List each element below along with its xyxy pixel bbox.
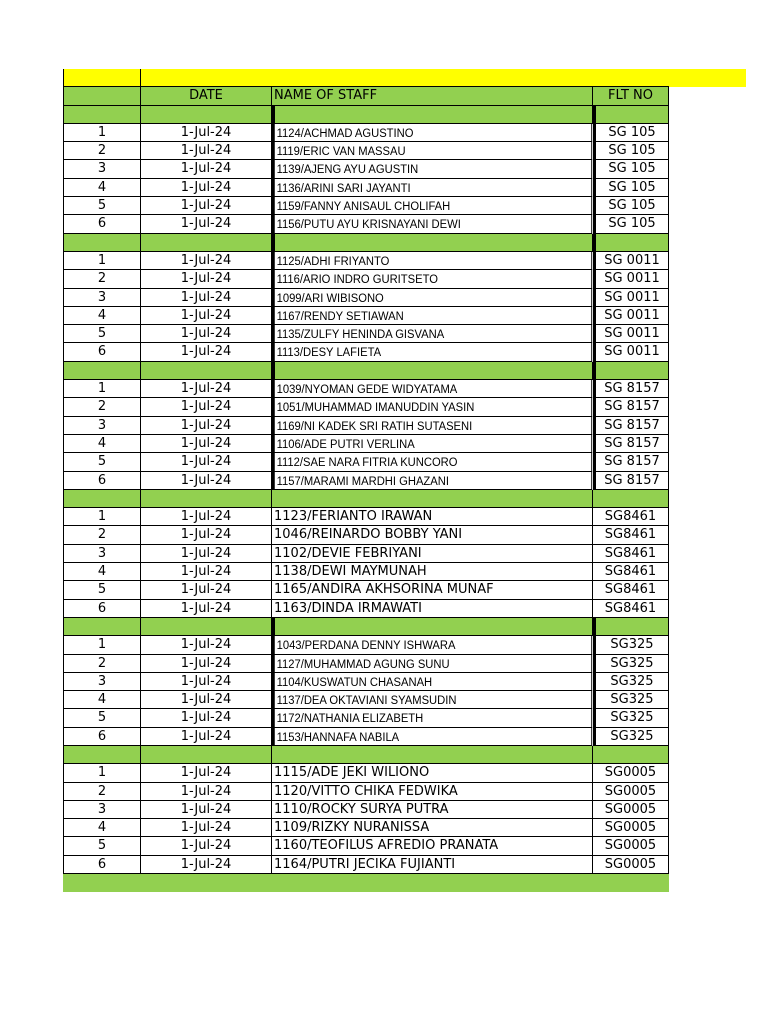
staff-name-cell[interactable]: 1104/KUSWATUN CHASANAH — [272, 673, 592, 691]
separator-cell[interactable] — [63, 234, 141, 252]
flight-number-cell[interactable]: SG325 — [593, 655, 669, 673]
date-cell[interactable]: 1-Jul-24 — [141, 636, 272, 654]
row-number-cell[interactable]: 1 — [63, 764, 141, 782]
date-cell[interactable]: 1-Jul-24 — [141, 398, 272, 416]
staff-row — [63, 380, 746, 398]
separator-cell[interactable] — [141, 490, 272, 508]
date-cell[interactable]: 1-Jul-24 — [141, 526, 272, 544]
staff-name-cell[interactable]: 1135/ZULFY HENINDA GISVANA — [272, 325, 592, 343]
flight-number-cell[interactable]: SG 0011 — [593, 270, 669, 288]
row-number-cell[interactable]: 6 — [63, 728, 141, 746]
flight-number-cell[interactable]: SG 0011 — [593, 343, 669, 361]
group-separator-row — [63, 106, 746, 124]
staff-name-cell[interactable]: 1139/AJENG AYU AGUSTIN — [272, 160, 592, 178]
staff-name-cell[interactable]: 1172/NATHANIA ELIZABETH — [272, 709, 592, 727]
date-cell[interactable]: 1-Jul-24 — [141, 197, 272, 215]
header-no[interactable] — [63, 87, 141, 105]
date-cell[interactable]: 1-Jul-24 — [141, 691, 272, 709]
date-cell[interactable]: 1-Jul-24 — [141, 252, 272, 270]
date-cell[interactable]: 1-Jul-24 — [141, 453, 272, 471]
staff-row — [63, 343, 746, 361]
date-cell[interactable]: 1-Jul-24 — [141, 673, 272, 691]
flight-number-cell[interactable]: SG 105 — [593, 160, 669, 178]
staff-row — [63, 398, 746, 416]
row-number-cell[interactable]: 2 — [63, 142, 141, 160]
staff-row — [63, 691, 746, 709]
row-number-cell[interactable]: 1 — [63, 636, 141, 654]
flight-number-cell[interactable]: SG 105 — [593, 124, 669, 142]
row-number-cell[interactable]: 3 — [63, 545, 141, 563]
header-date[interactable]: DATE — [141, 87, 272, 105]
staff-row — [63, 197, 746, 215]
flight-number-cell[interactable]: SG 8157 — [593, 417, 669, 435]
staff-row — [63, 563, 746, 581]
date-cell[interactable]: 1-Jul-24 — [141, 783, 272, 801]
staff-row — [63, 270, 746, 288]
separator-cell[interactable] — [272, 106, 593, 124]
flight-number-cell[interactable]: SG 0011 — [593, 307, 669, 325]
date-cell[interactable]: 1-Jul-24 — [141, 819, 272, 837]
staff-row — [63, 252, 746, 270]
staff-name-cell[interactable]: 1165/ANDIRA AKHSORINA MUNAF — [272, 581, 593, 599]
staff-name-cell[interactable]: 1138/DEWI MAYMUNAH — [272, 563, 593, 581]
row-number-cell[interactable]: 6 — [63, 215, 141, 233]
staff-row — [63, 325, 746, 343]
separator-cell[interactable] — [272, 234, 593, 252]
date-cell[interactable]: 1-Jul-24 — [141, 655, 272, 673]
row-number-cell[interactable]: 1 — [63, 508, 141, 526]
staff-row — [63, 636, 746, 654]
roster-groups — [63, 106, 746, 874]
date-cell[interactable]: 1-Jul-24 — [141, 856, 272, 874]
flight-number-cell[interactable]: SG 0011 — [593, 252, 669, 270]
flight-number-cell[interactable]: SG8461 — [593, 508, 669, 526]
staff-row — [63, 837, 746, 855]
row-number-cell[interactable]: 6 — [63, 343, 141, 361]
staff-name-cell[interactable]: 1102/DEVIE FEBRIYANI — [272, 545, 593, 563]
staff-name-cell[interactable]: 1112/SAE NARA FITRIA KUNCORO — [272, 453, 592, 471]
separator-cell[interactable] — [141, 746, 272, 764]
date-cell[interactable]: 1-Jul-24 — [141, 837, 272, 855]
staff-row — [63, 179, 746, 197]
row-number-cell[interactable]: 5 — [63, 453, 141, 471]
staff-row — [63, 655, 746, 673]
staff-row — [63, 472, 746, 490]
flight-number-cell[interactable]: SG325 — [593, 728, 669, 746]
row-number-cell[interactable]: 2 — [63, 398, 141, 416]
staff-name-cell[interactable]: 1125/ADHI FRIYANTO — [272, 252, 592, 270]
row-number-cell[interactable]: 3 — [63, 801, 141, 819]
staff-name-cell[interactable]: 1116/ARIO INDRO GURITSETO — [272, 270, 592, 288]
date-cell[interactable]: 1-Jul-24 — [141, 142, 272, 160]
date-cell[interactable]: 1-Jul-24 — [141, 764, 272, 782]
staff-name-cell[interactable]: 1106/ADE PUTRI VERLINA — [272, 435, 592, 453]
staff-name-cell[interactable]: 1119/ERIC VAN MASSAU — [272, 142, 592, 160]
flight-number-cell[interactable]: SG 105 — [593, 142, 669, 160]
separator-cell[interactable] — [63, 362, 141, 380]
staff-name-cell[interactable]: 1051/MUHAMMAD IMANUDDIN YASIN — [272, 398, 592, 416]
column-header-row — [63, 87, 746, 105]
staff-row — [63, 819, 746, 837]
staff-row — [63, 142, 746, 160]
row-number-cell[interactable]: 5 — [63, 581, 141, 599]
date-cell[interactable]: 1-Jul-24 — [141, 179, 272, 197]
flight-number-cell[interactable]: SG 105 — [593, 197, 669, 215]
staff-name-cell[interactable]: 1039/NYOMAN GEDE WIDYATAMA — [272, 380, 592, 398]
group-separator-row — [63, 362, 746, 380]
staff-name-cell[interactable]: 1124/ACHMAD AGUSTINO — [272, 124, 592, 142]
staff-name-cell[interactable]: 1109/RIZKY NURANISSA — [272, 819, 593, 837]
flight-number-cell[interactable]: SG 8157 — [593, 380, 669, 398]
staff-row — [63, 508, 746, 526]
separator-cell[interactable] — [272, 618, 593, 636]
row-number-cell[interactable]: 4 — [63, 691, 141, 709]
staff-row — [63, 673, 746, 691]
separator-cell[interactable] — [141, 362, 272, 380]
staff-name-cell[interactable]: 1123/FERIANTO IRAWAN — [272, 508, 593, 526]
flight-number-cell[interactable]: SG325 — [593, 709, 669, 727]
staff-roster-sheet — [63, 69, 746, 892]
row-number-cell[interactable]: 4 — [63, 179, 141, 197]
flight-number-cell[interactable]: SG8461 — [593, 545, 669, 563]
date-cell[interactable]: 1-Jul-24 — [141, 380, 272, 398]
staff-row — [63, 435, 746, 453]
row-number-cell[interactable]: 2 — [63, 655, 141, 673]
footer-green-bar — [63, 874, 669, 892]
separator-cell[interactable] — [272, 490, 593, 508]
staff-name-cell[interactable]: 1160/TEOFILUS AFREDIO PRANATA — [272, 837, 593, 855]
staff-row — [63, 856, 746, 874]
staff-name-cell[interactable]: 1127/MUHAMMAD AGUNG SUNU — [272, 655, 592, 673]
staff-name-cell[interactable]: 1113/DESY LAFIETA — [272, 343, 592, 361]
staff-row — [63, 764, 746, 782]
flight-number-cell[interactable]: SG0005 — [593, 801, 669, 819]
header-flight-no[interactable]: FLT NO — [593, 87, 669, 105]
separator-cell[interactable] — [593, 746, 669, 764]
flight-number-cell[interactable]: SG 105 — [593, 179, 669, 197]
staff-row — [63, 289, 746, 307]
row-number-cell[interactable]: 6 — [63, 856, 141, 874]
separator-cell[interactable] — [593, 618, 669, 636]
flight-number-cell[interactable]: SG 8157 — [593, 453, 669, 471]
staff-name-cell[interactable]: 1046/REINARDO BOBBY YANI — [272, 526, 593, 544]
date-cell[interactable]: 1-Jul-24 — [141, 215, 272, 233]
staff-row — [63, 600, 746, 618]
flight-number-cell[interactable]: SG 105 — [593, 215, 669, 233]
staff-name-cell[interactable]: 1159/FANNY ANISAUL CHOLIFAH — [272, 197, 592, 215]
flight-number-cell[interactable]: SG8461 — [593, 563, 669, 581]
staff-name-cell[interactable]: 1157/MARAMI MARDHI GHAZANI — [272, 472, 592, 490]
staff-name-cell[interactable]: 1164/PUTRI JECIKA FUJIANTI — [272, 856, 593, 874]
flight-number-cell[interactable]: SG0005 — [593, 764, 669, 782]
staff-name-cell[interactable]: 1169/NI KADEK SRI RATIH SUTASENI — [272, 417, 592, 435]
separator-cell[interactable] — [141, 234, 272, 252]
flight-number-cell[interactable]: SG8461 — [593, 581, 669, 599]
separator-cell[interactable] — [593, 490, 669, 508]
staff-name-cell[interactable]: 1120/VITTO CHIKA FEDWIKA — [272, 783, 593, 801]
date-cell[interactable]: 1-Jul-24 — [141, 325, 272, 343]
staff-row — [63, 728, 746, 746]
separator-cell[interactable] — [593, 106, 669, 124]
staff-name-cell[interactable]: 1136/ARINI SARI JAYANTI — [272, 179, 592, 197]
staff-row — [63, 545, 746, 563]
row-number-cell[interactable]: 2 — [63, 783, 141, 801]
row-number-cell[interactable]: 2 — [63, 270, 141, 288]
separator-cell[interactable] — [141, 106, 272, 124]
row-number-cell[interactable]: 5 — [63, 837, 141, 855]
flight-number-cell[interactable]: SG0005 — [593, 856, 669, 874]
flight-number-cell[interactable]: SG 8157 — [593, 398, 669, 416]
separator-cell[interactable] — [593, 362, 669, 380]
flight-number-cell[interactable]: SG8461 — [593, 600, 669, 618]
staff-row — [63, 417, 746, 435]
date-cell[interactable]: 1-Jul-24 — [141, 343, 272, 361]
title-cell-merged[interactable] — [141, 69, 670, 87]
title-cell-a[interactable] — [63, 69, 141, 87]
title-row — [63, 69, 746, 87]
group-separator-row — [63, 618, 746, 636]
row-number-cell[interactable]: 1 — [63, 252, 141, 270]
row-number-cell[interactable]: 4 — [63, 563, 141, 581]
date-cell[interactable]: 1-Jul-24 — [141, 417, 272, 435]
staff-row — [63, 215, 746, 233]
row-number-cell[interactable]: 1 — [63, 124, 141, 142]
staff-row — [63, 709, 746, 727]
staff-name-cell[interactable]: 1163/DINDA IRMAWATI — [272, 600, 593, 618]
row-number-cell[interactable]: 4 — [63, 307, 141, 325]
date-cell[interactable]: 1-Jul-24 — [141, 435, 272, 453]
staff-row — [63, 307, 746, 325]
staff-name-cell[interactable]: 1110/ROCKY SURYA PUTRA — [272, 801, 593, 819]
date-cell[interactable]: 1-Jul-24 — [141, 801, 272, 819]
separator-cell[interactable] — [593, 234, 669, 252]
header-name-of-staff[interactable]: NAME OF STAFF — [272, 87, 593, 105]
staff-name-cell[interactable]: 1153/HANNAFA NABILA — [272, 728, 592, 746]
date-cell[interactable]: 1-Jul-24 — [141, 545, 272, 563]
staff-name-cell[interactable]: 1167/RENDY SETIAWAN — [272, 307, 592, 325]
date-cell[interactable]: 1-Jul-24 — [141, 508, 272, 526]
flight-number-cell[interactable]: SG 8157 — [593, 435, 669, 453]
staff-row — [63, 160, 746, 178]
date-cell[interactable]: 1-Jul-24 — [141, 563, 272, 581]
date-cell[interactable]: 1-Jul-24 — [141, 160, 272, 178]
separator-cell[interactable] — [141, 618, 272, 636]
group-separator-row — [63, 746, 746, 764]
date-cell[interactable]: 1-Jul-24 — [141, 124, 272, 142]
flight-number-cell[interactable]: SG0005 — [593, 783, 669, 801]
flight-number-cell[interactable]: SG 0011 — [593, 325, 669, 343]
staff-row — [63, 453, 746, 471]
staff-name-cell[interactable]: 1099/ARI WIBISONO — [272, 289, 592, 307]
flight-number-cell[interactable]: SG325 — [593, 673, 669, 691]
staff-name-cell[interactable]: 1043/PERDANA DENNY ISHWARA — [272, 636, 592, 654]
date-cell[interactable]: 1-Jul-24 — [141, 728, 272, 746]
date-cell[interactable]: 1-Jul-24 — [141, 581, 272, 599]
row-number-cell[interactable]: 6 — [63, 600, 141, 618]
flight-number-cell[interactable]: SG0005 — [593, 819, 669, 837]
row-number-cell[interactable]: 3 — [63, 160, 141, 178]
staff-row — [63, 801, 746, 819]
staff-name-cell[interactable]: 1137/DEA OKTAVIANI SYAMSUDIN — [272, 691, 592, 709]
staff-row — [63, 783, 746, 801]
separator-cell[interactable] — [272, 746, 593, 764]
separator-cell[interactable] — [272, 362, 593, 380]
flight-number-cell[interactable]: SG 0011 — [593, 289, 669, 307]
row-number-cell[interactable]: 3 — [63, 417, 141, 435]
group-separator-row — [63, 490, 746, 508]
staff-name-cell[interactable]: 1115/ADE JEKI WILIONO — [272, 764, 593, 782]
date-cell[interactable]: 1-Jul-24 — [141, 307, 272, 325]
flight-number-cell[interactable]: SG0005 — [593, 837, 669, 855]
staff-name-cell[interactable]: 1156/PUTU AYU KRISNAYANI DEWI — [272, 215, 592, 233]
date-cell[interactable]: 1-Jul-24 — [141, 270, 272, 288]
row-number-cell[interactable]: 4 — [63, 819, 141, 837]
group-separator-row — [63, 234, 746, 252]
flight-number-cell[interactable]: SG 8157 — [593, 472, 669, 490]
row-number-cell[interactable]: 1 — [63, 380, 141, 398]
staff-row — [63, 124, 746, 142]
separator-cell[interactable] — [63, 106, 141, 124]
row-number-cell[interactable]: 3 — [63, 289, 141, 307]
separator-cell[interactable] — [63, 618, 141, 636]
separator-cell[interactable] — [63, 746, 141, 764]
flight-number-cell[interactable]: SG8461 — [593, 526, 669, 544]
flight-number-cell[interactable]: SG325 — [593, 636, 669, 654]
date-cell[interactable]: 1-Jul-24 — [141, 600, 272, 618]
date-cell[interactable]: 1-Jul-24 — [141, 472, 272, 490]
date-cell[interactable]: 1-Jul-24 — [141, 289, 272, 307]
staff-row — [63, 581, 746, 599]
row-number-cell[interactable]: 2 — [63, 526, 141, 544]
row-number-cell[interactable]: 4 — [63, 435, 141, 453]
row-number-cell[interactable]: 5 — [63, 197, 141, 215]
staff-row — [63, 526, 746, 544]
title-cell-extension — [669, 69, 746, 87]
flight-number-cell[interactable]: SG325 — [593, 691, 669, 709]
separator-cell[interactable] — [63, 490, 141, 508]
row-number-cell[interactable]: 5 — [63, 325, 141, 343]
row-number-cell[interactable]: 5 — [63, 709, 141, 727]
date-cell[interactable]: 1-Jul-24 — [141, 709, 272, 727]
row-number-cell[interactable]: 3 — [63, 673, 141, 691]
row-number-cell[interactable]: 6 — [63, 472, 141, 490]
